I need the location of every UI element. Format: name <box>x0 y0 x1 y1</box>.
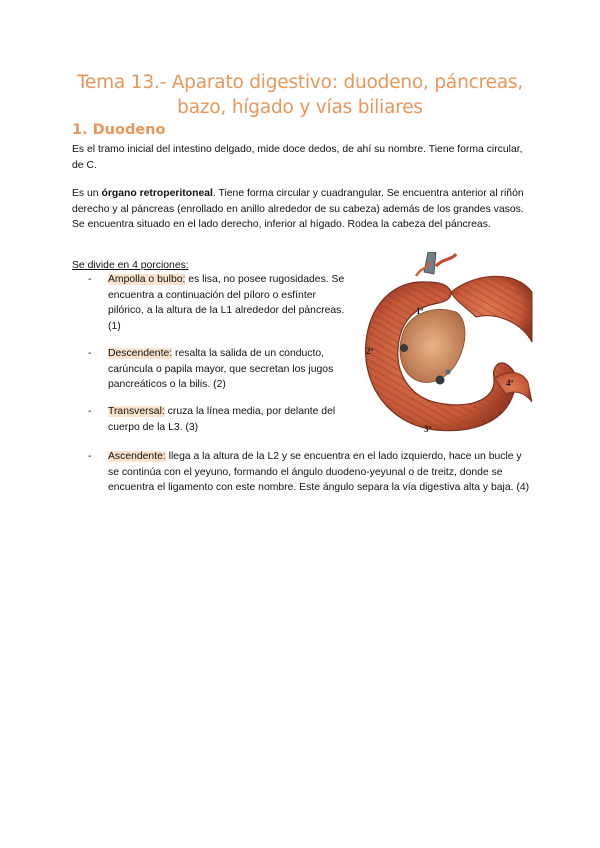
list-item-text: es lisa, no posee rugosidades. Se encuentra a continuación del píloro o esfínter pilórico, a la altura de la L1 alrededor del páncreas. (1) <box>108 274 345 332</box>
highlight-term: Transversal: <box>108 406 165 417</box>
title-line-1: Tema 13.- Aparato digestivo: duodeno, páncreas, <box>76 72 524 93</box>
list-dash: - <box>88 406 92 417</box>
figure-label-2: 2ª <box>366 346 374 356</box>
highlight-term: Ascendente: <box>108 451 166 462</box>
pancreas-head-shape <box>400 309 465 382</box>
paragraph-text: Es un <box>72 188 102 199</box>
highlight-term: Descendente: <box>108 348 173 359</box>
duodenum-illustration <box>356 252 534 440</box>
list-dash: - <box>88 451 92 462</box>
document-title <box>70 70 530 120</box>
paragraph-retroperitoneal <box>72 186 532 233</box>
title-line-2: bazo, hígado y vías biliares <box>177 97 423 118</box>
list-item-text: llega a la altura de la L2 y se encuentra en el lado izquierdo, hace un bucle y se continúa con el yeyuno, formando el ángulo duodeno-yeyunal o de treitz, donde se encuentra el ligamento con este nombre. Este ángulo separa la vía digestiva alta y baja. (4) <box>108 451 530 493</box>
paragraph-text: . Tiene forma circular y cuadrangular. Se encuentra anterior al riñón derecho y al páncreas (enrollado en anillo alrededor de su cabeza) además de los grandes vasos. Se encuentra situado en el lado derecho, inferior al hígado. Rodea la cabeza del páncreas. <box>72 188 524 230</box>
list-item-text: cruza la línea media, por delante del cuerpo de la L3. (3) <box>108 406 336 433</box>
list-dash: - <box>88 348 92 359</box>
list-dash: - <box>88 274 92 285</box>
figure-label-1: 1ª <box>416 306 424 316</box>
list-item-descendente <box>88 346 350 393</box>
section-heading-duodeno: 1. Duodeno <box>72 122 166 138</box>
divide-heading: Se divide en 4 porciones: <box>72 260 189 271</box>
highlight-term: Ampolla o bulbo: <box>108 274 186 285</box>
bold-term: órgano retroperitoneal <box>101 188 213 199</box>
paragraph-intro: Es el tramo inicial del intestino delgado, mide doce dedos, de ahí su nombre. Tiene forma circular, de C. <box>72 144 523 171</box>
list-item-ampolla <box>88 272 350 334</box>
figure-label-3: 3ª <box>424 424 432 434</box>
list-item-ascendente <box>88 449 533 496</box>
figure-label-4: 4ª <box>506 378 514 388</box>
list-item-text: resalta la salida de un conducto, carúncula o papila mayor, que secretan los jugos pancreáticos o la bilis. (2) <box>108 348 334 390</box>
list-item-transversal <box>88 404 350 435</box>
